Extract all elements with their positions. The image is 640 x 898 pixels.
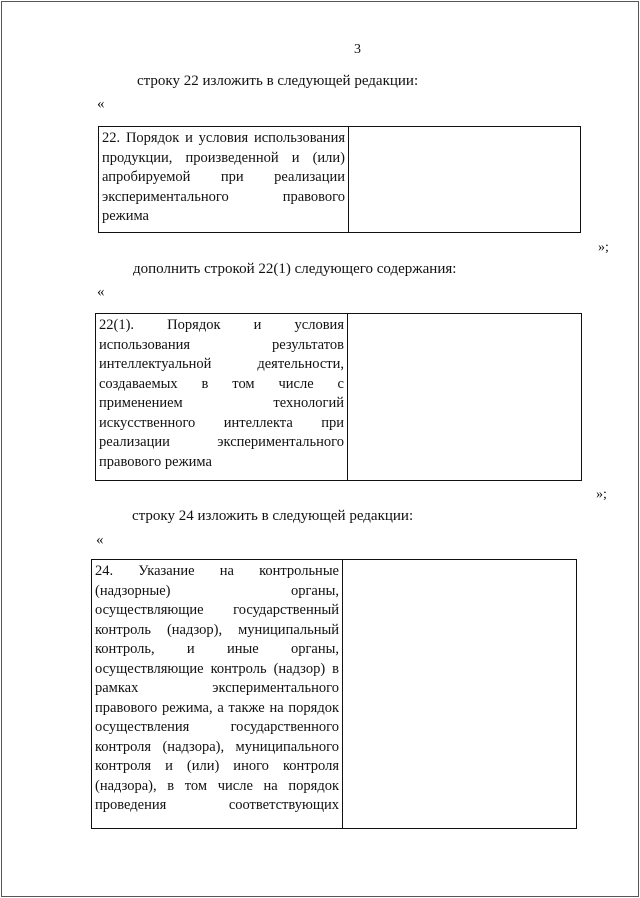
cell-row-22-1-text xyxy=(96,314,348,480)
page-number: 3 xyxy=(354,42,361,57)
cell-row-24-empty xyxy=(343,560,576,828)
instruction-row-22-1: дополнить строкой 22(1) следующего содержания: xyxy=(133,261,457,277)
cell-row-22-text xyxy=(99,127,349,232)
cell-line: (надзора), в том числе на порядок xyxy=(95,777,339,794)
table-row-22 xyxy=(98,126,581,233)
cell-line: осуществляющие контроль (надзор) в xyxy=(95,660,339,677)
cell-line: 22. Порядок и условия использования xyxy=(102,130,345,146)
instruction-row-24: строку 24 изложить в следующей редакции: xyxy=(132,508,414,524)
cell-line: экспериментального правового xyxy=(102,188,345,205)
cell-line: контроля и (или) иного контроля xyxy=(95,758,339,774)
cell-line: использования результатов xyxy=(99,336,344,353)
cell-line: реализации экспериментального xyxy=(99,434,344,450)
cell-row-22-empty xyxy=(349,127,580,232)
cell-row-24-text xyxy=(92,560,343,828)
cell-line: 24. Указание на контрольные xyxy=(95,563,339,579)
cell-line: правового режима, а также на порядок xyxy=(95,699,339,716)
cell-line: контроль, и иные органы, xyxy=(95,641,339,657)
cell-line: контроля (надзора), муниципального xyxy=(95,738,339,755)
cell-line: создаваемых в том числе с xyxy=(99,375,344,392)
cell-line: проведения соответствующих xyxy=(95,797,339,813)
close-quote-2: »; xyxy=(596,487,607,502)
open-quote-2: « xyxy=(97,284,105,300)
cell-line: искусственного интеллекта при xyxy=(99,414,344,431)
cell-line: режима xyxy=(102,208,149,224)
cell-line: 22(1). Порядок и условия xyxy=(99,317,344,333)
open-quote-3: « xyxy=(96,532,104,548)
cell-line: рамках экспериментального xyxy=(95,680,339,696)
cell-line: апробируемой при реализации xyxy=(102,169,345,185)
cell-line: интеллектуальной деятельности, xyxy=(99,356,344,372)
table-row-22-1 xyxy=(95,313,582,481)
cell-line: осуществления государственного xyxy=(95,719,339,735)
close-quote-1: »; xyxy=(598,240,609,255)
cell-line: применением технологий xyxy=(99,395,344,411)
cell-row-22-1-empty xyxy=(348,314,581,480)
cell-line: (надзорные) органы, xyxy=(95,582,339,599)
cell-line: контроль (надзор), муниципальный xyxy=(95,621,339,638)
cell-line: осуществляющие государственный xyxy=(95,602,339,618)
instruction-row-22: строку 22 изложить в следующей редакции: xyxy=(137,73,419,89)
table-row-24 xyxy=(91,559,577,829)
cell-line: продукции, произведенной и (или) xyxy=(102,149,345,166)
cell-line: правового режима xyxy=(99,453,212,470)
open-quote-1: « xyxy=(97,96,105,112)
